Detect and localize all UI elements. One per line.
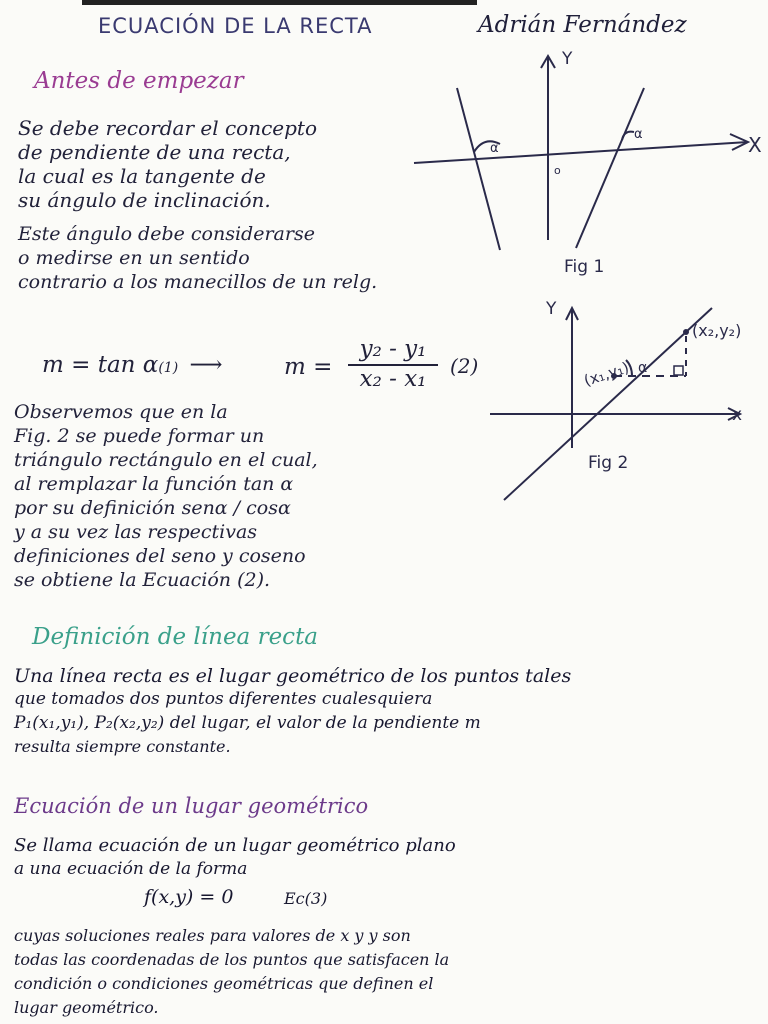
fraction-denominator: x₂ - x₁ [359, 366, 427, 392]
section2-text [14, 400, 318, 592]
text-line: Se llama ecuación de un lugar geométrico plano [14, 835, 456, 856]
text-line: condición o condiciones geométricas que definen el [14, 974, 434, 993]
text-line: lugar geométrico. [14, 998, 159, 1017]
fig1-angle-arc-right [622, 132, 634, 140]
text-line: de pendiente de una recta, [18, 140, 291, 164]
text-line: triángulo rectángulo en el cual, [14, 449, 318, 471]
equation-f: f(x,y) = 0 [144, 886, 234, 908]
text-line: su ángulo de inclinación. [18, 188, 271, 212]
fig1-x-label: X [748, 133, 762, 157]
fig2-point-p2 [683, 329, 689, 335]
arrow-icon: ⟶ [189, 352, 223, 378]
text-line: que tomados dos puntos diferentes cualesquiera [14, 689, 433, 709]
formula-m-eq: m = [284, 354, 333, 380]
fig1-line-right [576, 88, 644, 248]
text-line: resulta siempre constante. [14, 737, 231, 756]
equation-label: Ec(3) [284, 889, 328, 908]
section-heading-ecuacion: Ecuación de un lugar geométrico [14, 794, 369, 818]
section4-intro [14, 834, 456, 880]
text-line: la cual es la tangente de [18, 164, 266, 188]
fig1-angle-label-right: α [634, 127, 643, 142]
section4-text [14, 924, 449, 1020]
fraction-numerator: y₂ - y₁ [348, 336, 438, 366]
fig1-origin-label: o [554, 164, 561, 177]
figure-2 [480, 290, 768, 512]
section-heading-antes: Antes de empezar [34, 68, 244, 94]
text-line: a una ecuación de la forma [14, 859, 248, 879]
fig1-caption: Fig 1 [564, 257, 605, 277]
text-line: al remplazar la función tan α [14, 473, 294, 495]
fig1-y-label: Y [562, 49, 573, 69]
section3-text [14, 664, 571, 758]
text-line: definiciones del seno y coseno [14, 545, 306, 567]
text-line: se obtiene la Ecuación (2). [14, 569, 271, 591]
text-line: Una línea recta es el lugar geométrico de los puntos tales [14, 665, 572, 687]
text-line: cuyas soluciones reales para valores de x y y son [14, 926, 411, 945]
text-line: Se debe recordar el concepto [18, 116, 318, 140]
fig2-y-label: Y [546, 299, 557, 319]
fig1-x-axis [414, 142, 748, 163]
formula-left: m = tan α [42, 352, 159, 378]
formula-left-number: (1) [158, 360, 179, 376]
fig2-p1-label: (x₁,y₁) [581, 358, 632, 390]
section-heading-definicion: Definición de línea recta [32, 624, 319, 650]
text-line: por su definición senα / cosα [14, 497, 291, 519]
fig2-x-label: x [732, 405, 743, 425]
top-edge-line [82, 0, 477, 5]
fig2-caption: Fig 2 [588, 453, 629, 473]
text-line: Este ángulo debe considerarse [18, 223, 315, 245]
slope-fraction [348, 336, 438, 392]
text-line: contrario a los manecillos de un relg. [18, 271, 378, 293]
section1-text [18, 116, 377, 294]
fig1-angle-label-left: α [490, 141, 499, 156]
text-line: P₁(x₁,y₁), P₂(x₂,y₂) del lugar, el valor de la pendiente m [14, 713, 481, 733]
text-line: y a su vez las respectivas [14, 521, 258, 543]
text-line: Observemos que en la [14, 401, 228, 423]
fig2-p2-label: (x₂,y₂) [692, 321, 742, 340]
fig2-right-angle-icon [674, 366, 683, 375]
text-line: todas las coordenadas de los puntos que satisfacen la [14, 950, 450, 969]
fig2-angle-label: α [638, 360, 648, 376]
formula-right-number: (2) [450, 354, 479, 378]
text-line: Fig. 2 se puede formar un [14, 425, 265, 447]
formula-tan [42, 352, 222, 378]
figure-1 [400, 40, 768, 290]
text-line: o medirse en un sentido [18, 247, 250, 269]
author-name: Adrián Fernández [478, 12, 687, 38]
fig1-line-left [457, 88, 500, 250]
page-title: ECUACIÓN DE LA RECTA [98, 14, 373, 38]
